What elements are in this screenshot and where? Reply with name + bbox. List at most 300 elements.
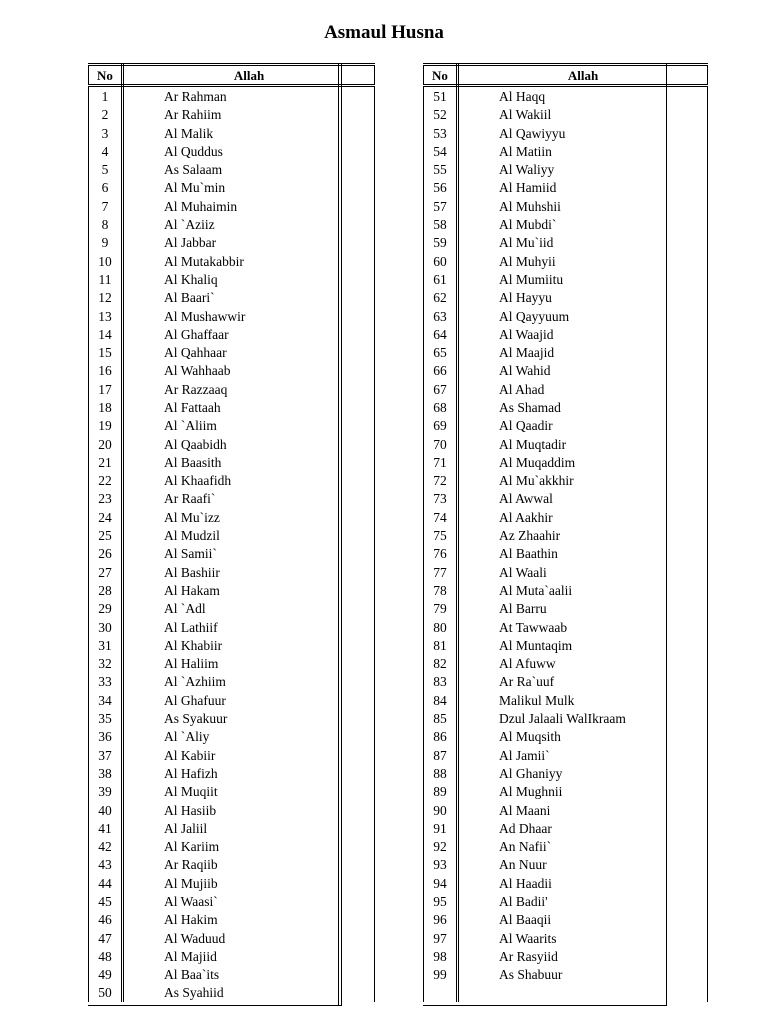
row-name: Al Mu`akkhir bbox=[458, 472, 708, 490]
row-number: 55 bbox=[424, 160, 458, 178]
row-number: 33 bbox=[89, 673, 123, 691]
row-number: 64 bbox=[424, 325, 458, 343]
table-row bbox=[424, 124, 708, 142]
row-name: Al Waasi` bbox=[123, 892, 375, 910]
row-number: 91 bbox=[424, 819, 458, 837]
row-name: Ar Rahiim bbox=[123, 106, 375, 124]
table-row bbox=[424, 728, 708, 746]
row-number: 58 bbox=[424, 215, 458, 233]
table-row bbox=[89, 270, 375, 288]
row-number: 1 bbox=[89, 86, 123, 106]
row-name: Al Hafizh bbox=[123, 764, 375, 782]
table-row bbox=[89, 947, 375, 965]
table-row bbox=[424, 343, 708, 361]
table-header-row bbox=[89, 65, 375, 86]
row-name: Al Ahad bbox=[458, 380, 708, 398]
row-name: An Nafii` bbox=[458, 837, 708, 855]
table-row bbox=[424, 783, 708, 801]
row-name: Al Aakhir bbox=[458, 508, 708, 526]
row-number: 41 bbox=[89, 819, 123, 837]
row-name: Al Hamiid bbox=[458, 179, 708, 197]
row-name: Al Haqq bbox=[458, 86, 708, 106]
table-row bbox=[424, 673, 708, 691]
row-name: Al Hakam bbox=[123, 581, 375, 599]
row-number: 56 bbox=[424, 179, 458, 197]
table-row bbox=[424, 709, 708, 727]
row-number: 35 bbox=[89, 709, 123, 727]
row-number: 74 bbox=[424, 508, 458, 526]
row-number: 70 bbox=[424, 435, 458, 453]
table-row bbox=[424, 179, 708, 197]
row-name: As Shamad bbox=[458, 398, 708, 416]
row-name: Al Malik bbox=[123, 124, 375, 142]
row-name: Al Khaafidh bbox=[123, 472, 375, 490]
row-name: At Tawwaab bbox=[458, 618, 708, 636]
row-number: 77 bbox=[424, 563, 458, 581]
row-number: 44 bbox=[89, 874, 123, 892]
table-row bbox=[424, 289, 708, 307]
row-number: 81 bbox=[424, 636, 458, 654]
row-number: 21 bbox=[89, 453, 123, 471]
row-number: 11 bbox=[89, 270, 123, 288]
table-row bbox=[424, 856, 708, 874]
row-number: 85 bbox=[424, 709, 458, 727]
row-number: 16 bbox=[89, 362, 123, 380]
row-name: Al Wahid bbox=[458, 362, 708, 380]
row-number: 78 bbox=[424, 581, 458, 599]
table-row bbox=[424, 801, 708, 819]
row-name: Al Waali bbox=[458, 563, 708, 581]
table-row bbox=[89, 600, 375, 618]
table-row bbox=[89, 526, 375, 544]
row-name: Al `Aziiz bbox=[123, 215, 375, 233]
table-row bbox=[424, 325, 708, 343]
row-name: Dzul Jalaali WalIkraam bbox=[458, 709, 708, 727]
table-row bbox=[424, 490, 708, 508]
table-row bbox=[424, 252, 708, 270]
row-number: 36 bbox=[89, 728, 123, 746]
table-row bbox=[424, 234, 708, 252]
table-row bbox=[89, 160, 375, 178]
row-name: Al Qawiyyu bbox=[458, 124, 708, 142]
table-row bbox=[89, 508, 375, 526]
row-name: Ad Dhaar bbox=[458, 819, 708, 837]
row-name: Ar Rasyiid bbox=[458, 947, 708, 965]
row-number: 15 bbox=[89, 343, 123, 361]
row-number: 67 bbox=[424, 380, 458, 398]
header-no: No bbox=[89, 65, 123, 86]
row-name: Ar Ra`uuf bbox=[458, 673, 708, 691]
table-row bbox=[89, 197, 375, 215]
row-name: Ar Raafi` bbox=[123, 490, 375, 508]
row-name: Al Wakiil bbox=[458, 106, 708, 124]
row-name: Al Kabiir bbox=[123, 746, 375, 764]
row-number: 53 bbox=[424, 124, 458, 142]
table-row bbox=[424, 380, 708, 398]
row-number: 80 bbox=[424, 618, 458, 636]
table-row bbox=[89, 289, 375, 307]
row-number: 65 bbox=[424, 343, 458, 361]
row-number: 83 bbox=[424, 673, 458, 691]
row-number: 89 bbox=[424, 783, 458, 801]
row-name: Al Maani bbox=[458, 801, 708, 819]
table-row bbox=[89, 179, 375, 197]
row-number: 48 bbox=[89, 947, 123, 965]
left-table-bottom-border bbox=[88, 1005, 342, 1006]
row-name: Al Jabbar bbox=[123, 234, 375, 252]
row-name: Al Qahhaar bbox=[123, 343, 375, 361]
row-number: 94 bbox=[424, 874, 458, 892]
row-number: 47 bbox=[89, 929, 123, 947]
row-number: 2 bbox=[89, 106, 123, 124]
row-number: 86 bbox=[424, 728, 458, 746]
row-name: Al Baari` bbox=[123, 289, 375, 307]
table-row bbox=[89, 746, 375, 764]
row-name: Al Quddus bbox=[123, 142, 375, 160]
row-number: 12 bbox=[89, 289, 123, 307]
table-row bbox=[89, 86, 375, 106]
row-name: Al Muqsith bbox=[458, 728, 708, 746]
row-name: Al Mubdi` bbox=[458, 215, 708, 233]
row-number: 40 bbox=[89, 801, 123, 819]
table-row bbox=[424, 947, 708, 965]
row-name: Al Baasith bbox=[123, 453, 375, 471]
table-row bbox=[89, 764, 375, 782]
table-row bbox=[89, 343, 375, 361]
table-row bbox=[424, 453, 708, 471]
names-body-left bbox=[89, 86, 375, 1002]
row-number: 71 bbox=[424, 453, 458, 471]
table-row bbox=[89, 655, 375, 673]
row-name: Al Muhshii bbox=[458, 197, 708, 215]
table-row bbox=[89, 490, 375, 508]
table-row bbox=[89, 234, 375, 252]
table-row bbox=[89, 783, 375, 801]
row-name: Al Haliim bbox=[123, 655, 375, 673]
table-row bbox=[89, 673, 375, 691]
table-row bbox=[89, 252, 375, 270]
table-row bbox=[89, 966, 375, 984]
table-row bbox=[89, 417, 375, 435]
row-number: 14 bbox=[89, 325, 123, 343]
table-row bbox=[89, 472, 375, 490]
row-number: 5 bbox=[89, 160, 123, 178]
row-name: Al `Adl bbox=[123, 600, 375, 618]
table-row bbox=[424, 106, 708, 124]
row-number: 19 bbox=[89, 417, 123, 435]
row-number: 49 bbox=[89, 966, 123, 984]
row-number: 93 bbox=[424, 856, 458, 874]
row-number: 38 bbox=[89, 764, 123, 782]
row-number: 7 bbox=[89, 197, 123, 215]
table-row bbox=[424, 362, 708, 380]
row-number: 92 bbox=[424, 837, 458, 855]
table-row bbox=[424, 472, 708, 490]
table-row bbox=[89, 929, 375, 947]
table-row bbox=[424, 398, 708, 416]
row-name: Al Muhyii bbox=[458, 252, 708, 270]
row-number: 60 bbox=[424, 252, 458, 270]
row-name: Al Ghaffaar bbox=[123, 325, 375, 343]
table-row bbox=[424, 545, 708, 563]
table-row bbox=[424, 86, 708, 106]
row-name: Al Khabiir bbox=[123, 636, 375, 654]
row-number: 59 bbox=[424, 234, 458, 252]
row-number: 88 bbox=[424, 764, 458, 782]
row-name: Al Mudzil bbox=[123, 526, 375, 544]
table-row bbox=[89, 215, 375, 233]
row-number: 46 bbox=[89, 911, 123, 929]
table-row bbox=[89, 691, 375, 709]
table-row bbox=[424, 215, 708, 233]
table-row bbox=[424, 874, 708, 892]
table-row bbox=[89, 911, 375, 929]
row-name: Al Awwal bbox=[458, 490, 708, 508]
table-row bbox=[89, 380, 375, 398]
row-number: 66 bbox=[424, 362, 458, 380]
table-row bbox=[89, 856, 375, 874]
row-name bbox=[458, 984, 708, 1002]
table-row bbox=[424, 197, 708, 215]
table-row bbox=[424, 764, 708, 782]
row-name: Ar Rahman bbox=[123, 86, 375, 106]
table-row bbox=[89, 581, 375, 599]
row-number: 27 bbox=[89, 563, 123, 581]
row-number: 79 bbox=[424, 600, 458, 618]
row-name: Al Mumiitu bbox=[458, 270, 708, 288]
row-name: Al Muqtadir bbox=[458, 435, 708, 453]
row-number: 62 bbox=[424, 289, 458, 307]
table-row bbox=[424, 307, 708, 325]
row-name: Al Hasiib bbox=[123, 801, 375, 819]
row-number: 76 bbox=[424, 545, 458, 563]
row-name: Al Baathin bbox=[458, 545, 708, 563]
row-name: Al Fattaah bbox=[123, 398, 375, 416]
row-name: Al Waajid bbox=[458, 325, 708, 343]
row-number: 45 bbox=[89, 892, 123, 910]
table-row bbox=[424, 929, 708, 947]
row-name: An Nuur bbox=[458, 856, 708, 874]
row-name: Al Maajid bbox=[458, 343, 708, 361]
row-name: Al Muta`aalii bbox=[458, 581, 708, 599]
row-name: Malikul Mulk bbox=[458, 691, 708, 709]
row-number: 6 bbox=[89, 179, 123, 197]
row-name: Al Matiin bbox=[458, 142, 708, 160]
row-number: 84 bbox=[424, 691, 458, 709]
row-number: 54 bbox=[424, 142, 458, 160]
row-number: 22 bbox=[89, 472, 123, 490]
row-number: 68 bbox=[424, 398, 458, 416]
row-number: 63 bbox=[424, 307, 458, 325]
row-number: 13 bbox=[89, 307, 123, 325]
row-number bbox=[424, 984, 458, 1002]
row-name: Al Mughnii bbox=[458, 783, 708, 801]
left-table-outer-border bbox=[338, 63, 339, 1006]
row-name: Al Majiid bbox=[123, 947, 375, 965]
row-name: Al `Aliy bbox=[123, 728, 375, 746]
row-name: Al Hakim bbox=[123, 911, 375, 929]
row-name: Al Khaliq bbox=[123, 270, 375, 288]
table-row bbox=[424, 892, 708, 910]
row-number: 28 bbox=[89, 581, 123, 599]
table-row bbox=[424, 508, 708, 526]
table-row bbox=[424, 417, 708, 435]
row-number: 87 bbox=[424, 746, 458, 764]
row-name: Al Waarits bbox=[458, 929, 708, 947]
table-row bbox=[424, 600, 708, 618]
table-row bbox=[89, 545, 375, 563]
table-row bbox=[89, 142, 375, 160]
row-name: As Shabuur bbox=[458, 966, 708, 984]
row-name: As Syahiid bbox=[123, 984, 375, 1002]
table-row bbox=[89, 837, 375, 855]
row-number: 26 bbox=[89, 545, 123, 563]
row-name: Al `Aliim bbox=[123, 417, 375, 435]
row-number: 25 bbox=[89, 526, 123, 544]
table-row bbox=[89, 618, 375, 636]
table-row bbox=[89, 563, 375, 581]
row-name: Al Qayyuum bbox=[458, 307, 708, 325]
table-row bbox=[89, 398, 375, 416]
row-number: 43 bbox=[89, 856, 123, 874]
row-number: 30 bbox=[89, 618, 123, 636]
table-row bbox=[89, 709, 375, 727]
table-row bbox=[89, 106, 375, 124]
table-row bbox=[89, 325, 375, 343]
row-name: As Salaam bbox=[123, 160, 375, 178]
row-number: 20 bbox=[89, 435, 123, 453]
header-name: Allah bbox=[458, 65, 708, 86]
table-row bbox=[89, 636, 375, 654]
table-row bbox=[89, 801, 375, 819]
page-title: Asmaul Husna bbox=[324, 22, 444, 43]
table-row bbox=[424, 837, 708, 855]
row-name: Az Zhaahir bbox=[458, 526, 708, 544]
row-number: 42 bbox=[89, 837, 123, 855]
table-row bbox=[89, 124, 375, 142]
row-name: Al Muhaimin bbox=[123, 197, 375, 215]
row-number: 34 bbox=[89, 691, 123, 709]
row-name: Al Muqaddim bbox=[458, 453, 708, 471]
table-row bbox=[424, 563, 708, 581]
table-row bbox=[424, 581, 708, 599]
table-row bbox=[424, 526, 708, 544]
table-row bbox=[424, 142, 708, 160]
table-row bbox=[424, 636, 708, 654]
table-row bbox=[424, 270, 708, 288]
row-name: Al Jaliil bbox=[123, 819, 375, 837]
row-number: 52 bbox=[424, 106, 458, 124]
names-table-left bbox=[88, 63, 375, 1002]
row-name: Al Qaabidh bbox=[123, 435, 375, 453]
row-name: Al Mushawwir bbox=[123, 307, 375, 325]
row-name: Al `Azhiim bbox=[123, 673, 375, 691]
table-row bbox=[424, 435, 708, 453]
row-number: 57 bbox=[424, 197, 458, 215]
names-body-right bbox=[424, 86, 708, 1002]
row-number: 10 bbox=[89, 252, 123, 270]
table-row bbox=[424, 160, 708, 178]
row-name: Al Waduud bbox=[123, 929, 375, 947]
table-row bbox=[424, 984, 708, 1002]
row-name: Al Mutakabbir bbox=[123, 252, 375, 270]
row-name: Al Afuww bbox=[458, 655, 708, 673]
row-name: Al Lathiif bbox=[123, 618, 375, 636]
row-name: Al Waliyy bbox=[458, 160, 708, 178]
row-name: As Syakuur bbox=[123, 709, 375, 727]
table-row bbox=[89, 892, 375, 910]
row-number: 82 bbox=[424, 655, 458, 673]
table-row bbox=[89, 453, 375, 471]
row-name: Al Baaqii bbox=[458, 911, 708, 929]
row-name: Al Barru bbox=[458, 600, 708, 618]
row-name: Al Ghaniyy bbox=[458, 764, 708, 782]
row-name: Al Bashiir bbox=[123, 563, 375, 581]
row-name: Al Wahhaab bbox=[123, 362, 375, 380]
row-name: Al Qaadir bbox=[458, 417, 708, 435]
row-number: 18 bbox=[89, 398, 123, 416]
table-row bbox=[89, 362, 375, 380]
row-number: 90 bbox=[424, 801, 458, 819]
table-row bbox=[89, 307, 375, 325]
row-name: Ar Raqiib bbox=[123, 856, 375, 874]
table-row bbox=[424, 746, 708, 764]
table-row bbox=[89, 435, 375, 453]
left-table-outer-border bbox=[341, 63, 342, 1006]
table-row bbox=[89, 819, 375, 837]
row-number: 39 bbox=[89, 783, 123, 801]
row-name: Al Mujiib bbox=[123, 874, 375, 892]
table-row bbox=[424, 618, 708, 636]
table-row bbox=[424, 819, 708, 837]
row-number: 23 bbox=[89, 490, 123, 508]
table-row bbox=[424, 966, 708, 984]
row-number: 50 bbox=[89, 984, 123, 1002]
row-name: Al Mu`iid bbox=[458, 234, 708, 252]
row-number: 17 bbox=[89, 380, 123, 398]
header-no: No bbox=[424, 65, 458, 86]
row-number: 96 bbox=[424, 911, 458, 929]
row-number: 8 bbox=[89, 215, 123, 233]
table-row bbox=[89, 728, 375, 746]
row-number: 73 bbox=[424, 490, 458, 508]
row-number: 24 bbox=[89, 508, 123, 526]
row-number: 95 bbox=[424, 892, 458, 910]
row-name: Ar Razzaaq bbox=[123, 380, 375, 398]
table-header-row bbox=[424, 65, 708, 86]
row-name: Al Haadii bbox=[458, 874, 708, 892]
row-number: 31 bbox=[89, 636, 123, 654]
row-number: 37 bbox=[89, 746, 123, 764]
right-table-bottom-border bbox=[423, 1005, 667, 1006]
row-name: Al Muqiit bbox=[123, 783, 375, 801]
row-number: 29 bbox=[89, 600, 123, 618]
row-number: 9 bbox=[89, 234, 123, 252]
row-number: 99 bbox=[424, 966, 458, 984]
row-name: Al Mu`min bbox=[123, 179, 375, 197]
row-number: 72 bbox=[424, 472, 458, 490]
row-number: 51 bbox=[424, 86, 458, 106]
row-number: 98 bbox=[424, 947, 458, 965]
row-number: 97 bbox=[424, 929, 458, 947]
row-name: Al Samii` bbox=[123, 545, 375, 563]
row-number: 69 bbox=[424, 417, 458, 435]
table-row bbox=[89, 874, 375, 892]
row-name: Al Ghafuur bbox=[123, 691, 375, 709]
table-row bbox=[424, 655, 708, 673]
row-number: 61 bbox=[424, 270, 458, 288]
row-name: Al Kariim bbox=[123, 837, 375, 855]
